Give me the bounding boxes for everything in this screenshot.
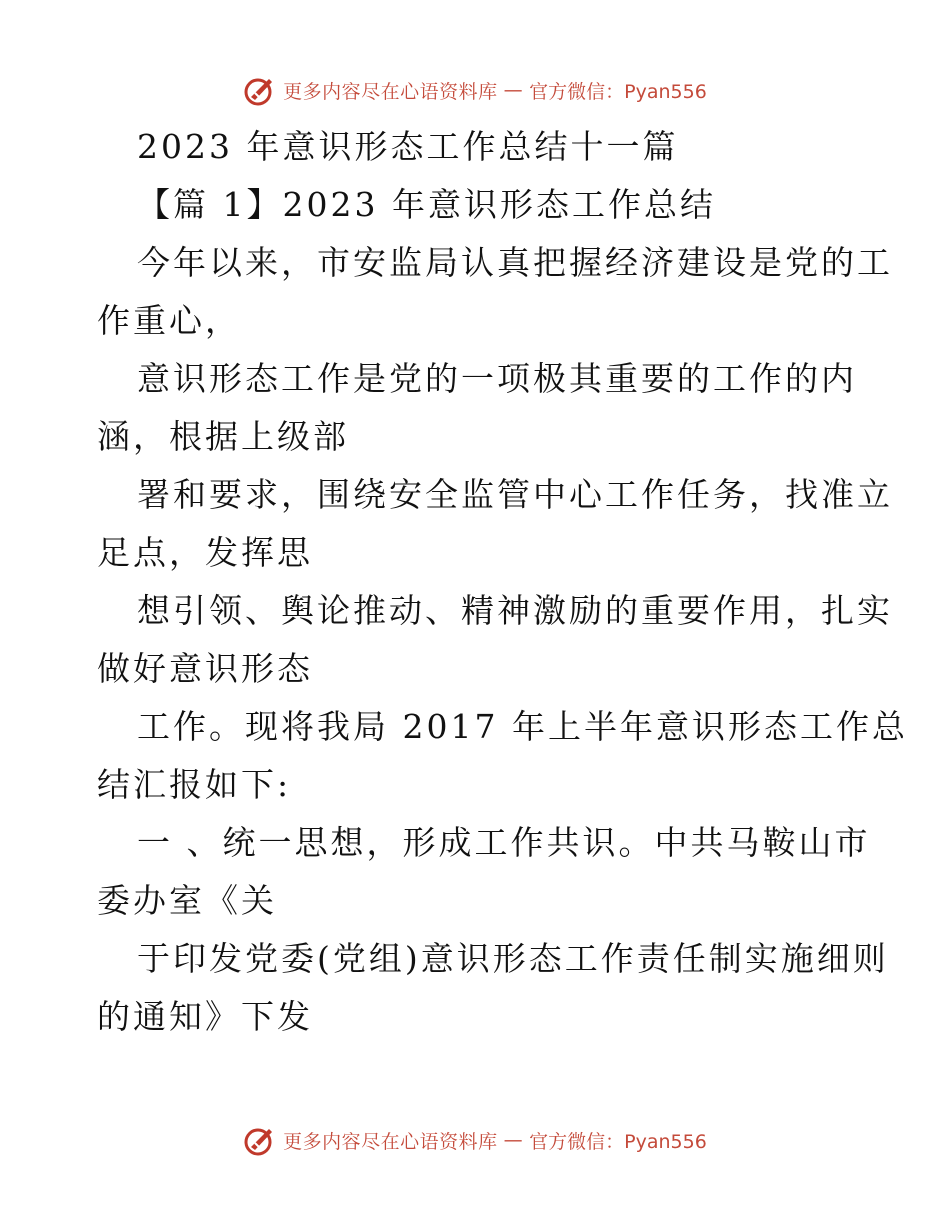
paragraph-line: 的通知》下发 (97, 997, 313, 1036)
paragraph-line: 作重心， (97, 301, 241, 340)
quill-circle-icon (243, 73, 277, 107)
watermark-dash: — (503, 79, 524, 101)
paragraph-line: 署和要求，围绕安全监管中心工作任务，找准立 (137, 475, 893, 514)
document-body (97, 118, 908, 1046)
paragraph-line: 委办室《关 (97, 881, 277, 920)
watermark-banner-bottom (0, 1120, 950, 1160)
watermark-text: 更多内容尽在心语资料库 (283, 1130, 498, 1153)
paragraph-line: 意识形态工作是党的一项极其重要的工作的内 (137, 359, 857, 398)
watermark-wechat: 官方微信：Pyan556 (529, 80, 707, 103)
paragraph-line: 一 、统一思想，形成工作共识。中共马鞍山市 (137, 823, 871, 862)
paragraph-line: 涵，根据上级部 (97, 417, 349, 456)
watermark-text: 更多内容尽在心语资料库 (283, 80, 498, 103)
paragraph-line: 做好意识形态 (97, 649, 313, 688)
paragraph-line: 于印发党委(党组)意识形态工作责任制实施细则 (137, 939, 889, 978)
watermark-banner-top (0, 70, 950, 110)
document-title: 2023 年意识形态工作总结十一篇 (137, 127, 679, 166)
quill-circle-icon (243, 1123, 277, 1157)
paragraph-line: 足点，发挥思 (97, 533, 313, 572)
paragraph-line: 今年以来，市安监局认真把握经济建设是党的工 (137, 243, 893, 282)
paragraph-line: 想引领、舆论推动、精神激励的重要作用，扎实 (137, 591, 893, 630)
watermark-dash: — (503, 1129, 524, 1151)
paragraph-line: 工作。现将我局 2017 年上半年意识形态工作总 (137, 707, 908, 746)
paragraph-line: 结汇报如下: (97, 765, 292, 804)
section-heading: 【篇 1】2023 年意识形态工作总结 (137, 185, 716, 224)
watermark-wechat: 官方微信：Pyan556 (529, 1130, 707, 1153)
